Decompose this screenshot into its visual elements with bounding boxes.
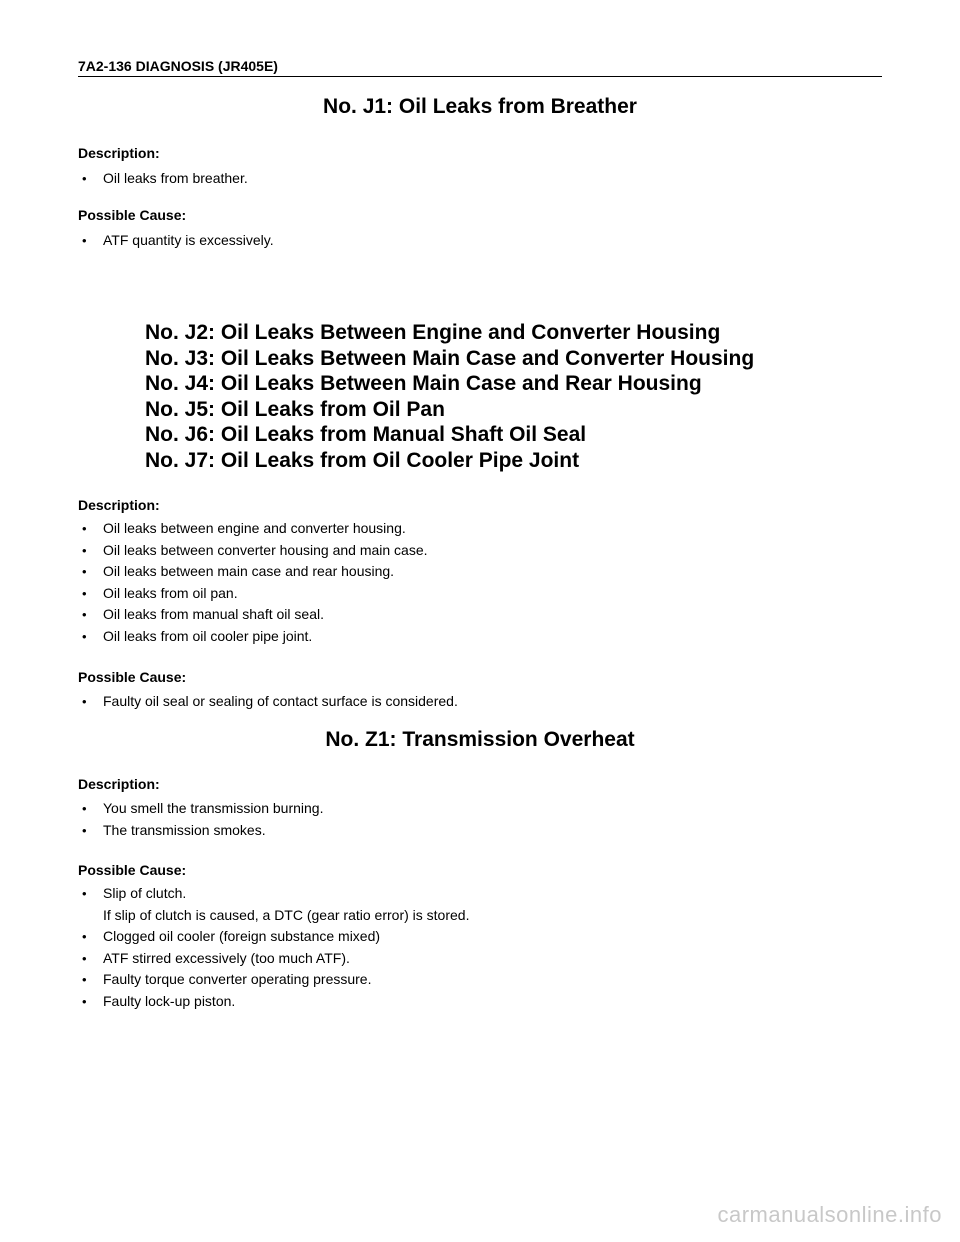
list-item: • Oil leaks from manual shaft oil seal. (82, 604, 428, 626)
bullet-icon: • (82, 886, 87, 901)
z1-description-list (82, 798, 324, 841)
bullet-icon: • (82, 993, 87, 1009)
bullet-icon: • (82, 694, 87, 709)
section-title-j7: No. J7: Oil Leaks from Oil Cooler Pipe Joint (145, 448, 580, 472)
list-item: • Oil leaks between engine and converter housing. (82, 518, 428, 540)
bullet-icon: • (82, 542, 87, 558)
j2-j7-cause-list (82, 691, 458, 713)
section-title-j6: No. J6: Oil Leaks from Manual Shaft Oil Seal (145, 423, 587, 446)
j2-j7-description-list (82, 518, 428, 647)
bullet-icon: • (82, 950, 87, 966)
section-title-j2: No. J2: Oil Leaks Between Engine and Converter Housing (145, 321, 721, 344)
bullet-icon: • (82, 585, 87, 601)
list-item: • Oil leaks from oil cooler pipe joint. (82, 626, 428, 648)
section-title-z1: No. Z1: Transmission Overheat (325, 728, 635, 751)
watermark: carmanualsonline.info (717, 1202, 942, 1227)
list-item: • Clogged oil cooler (foreign substance mixed) (82, 926, 469, 948)
list-item-continuation: If slip of clutch is caused, a DTC (gear ratio error) is stored. (103, 906, 470, 923)
j1-cause-list (82, 230, 274, 252)
j1-description-list (82, 168, 248, 190)
bullet-icon: • (82, 628, 87, 644)
list-item: • ATF quantity is excessively. (82, 230, 274, 252)
list-item: • ATF stirred excessively (too much ATF). (82, 948, 469, 970)
section-titles-j2-j7 (145, 320, 754, 473)
j2-j7-cause-label: Possible Cause: (78, 669, 187, 685)
list-item: • The transmission smokes. (82, 820, 324, 842)
bullet-icon: • (82, 233, 87, 248)
z1-cause-list (82, 883, 469, 1012)
bullet-icon: • (82, 521, 87, 536)
list-item: • Oil leaks from breather. (82, 168, 248, 190)
list-item: • You smell the transmission burning. (82, 798, 324, 820)
section-title-j5: No. J5: Oil Leaks from Oil Pan (145, 397, 445, 421)
list-item: • Faulty torque converter operating pressure. (82, 969, 469, 991)
z1-description-label: Description: (78, 776, 160, 792)
page-header-text: 7A2-136 DIAGNOSIS (JR405E) (78, 58, 278, 74)
list-item: • Faulty oil seal or sealing of contact surface is considered. (82, 691, 458, 713)
bullet-icon: • (82, 564, 87, 579)
list-item: • Oil leaks between converter housing and main case. (82, 540, 428, 562)
section-title-j3: No. J3: Oil Leaks Between Main Case and Converter Housing (145, 346, 755, 370)
j1-cause-label: Possible Cause: (78, 207, 187, 223)
list-item: • Slip of clutch. (82, 883, 469, 905)
section-title-j4: No. J4: Oil Leaks Between Main Case and Rear Housing (145, 372, 702, 395)
bullet-icon: • (82, 801, 87, 816)
bullet-icon: • (82, 171, 87, 186)
list-item: • Faulty lock-up piston. (82, 991, 469, 1013)
z1-cause-label: Possible Cause: (78, 862, 187, 878)
bullet-icon: • (82, 822, 87, 838)
list-item: • Oil leaks from oil pan. (82, 583, 428, 605)
page-header (78, 58, 882, 77)
bullet-icon: • (82, 929, 87, 944)
list-item: • Oil leaks between main case and rear housing. (82, 561, 428, 583)
section-title-j1: No. J1: Oil Leaks from Breather (323, 95, 637, 118)
j2-j7-description-label: Description: (78, 497, 160, 513)
j1-description-label: Description: (78, 145, 160, 161)
bullet-icon: • (82, 972, 87, 987)
bullet-icon: • (82, 607, 87, 622)
